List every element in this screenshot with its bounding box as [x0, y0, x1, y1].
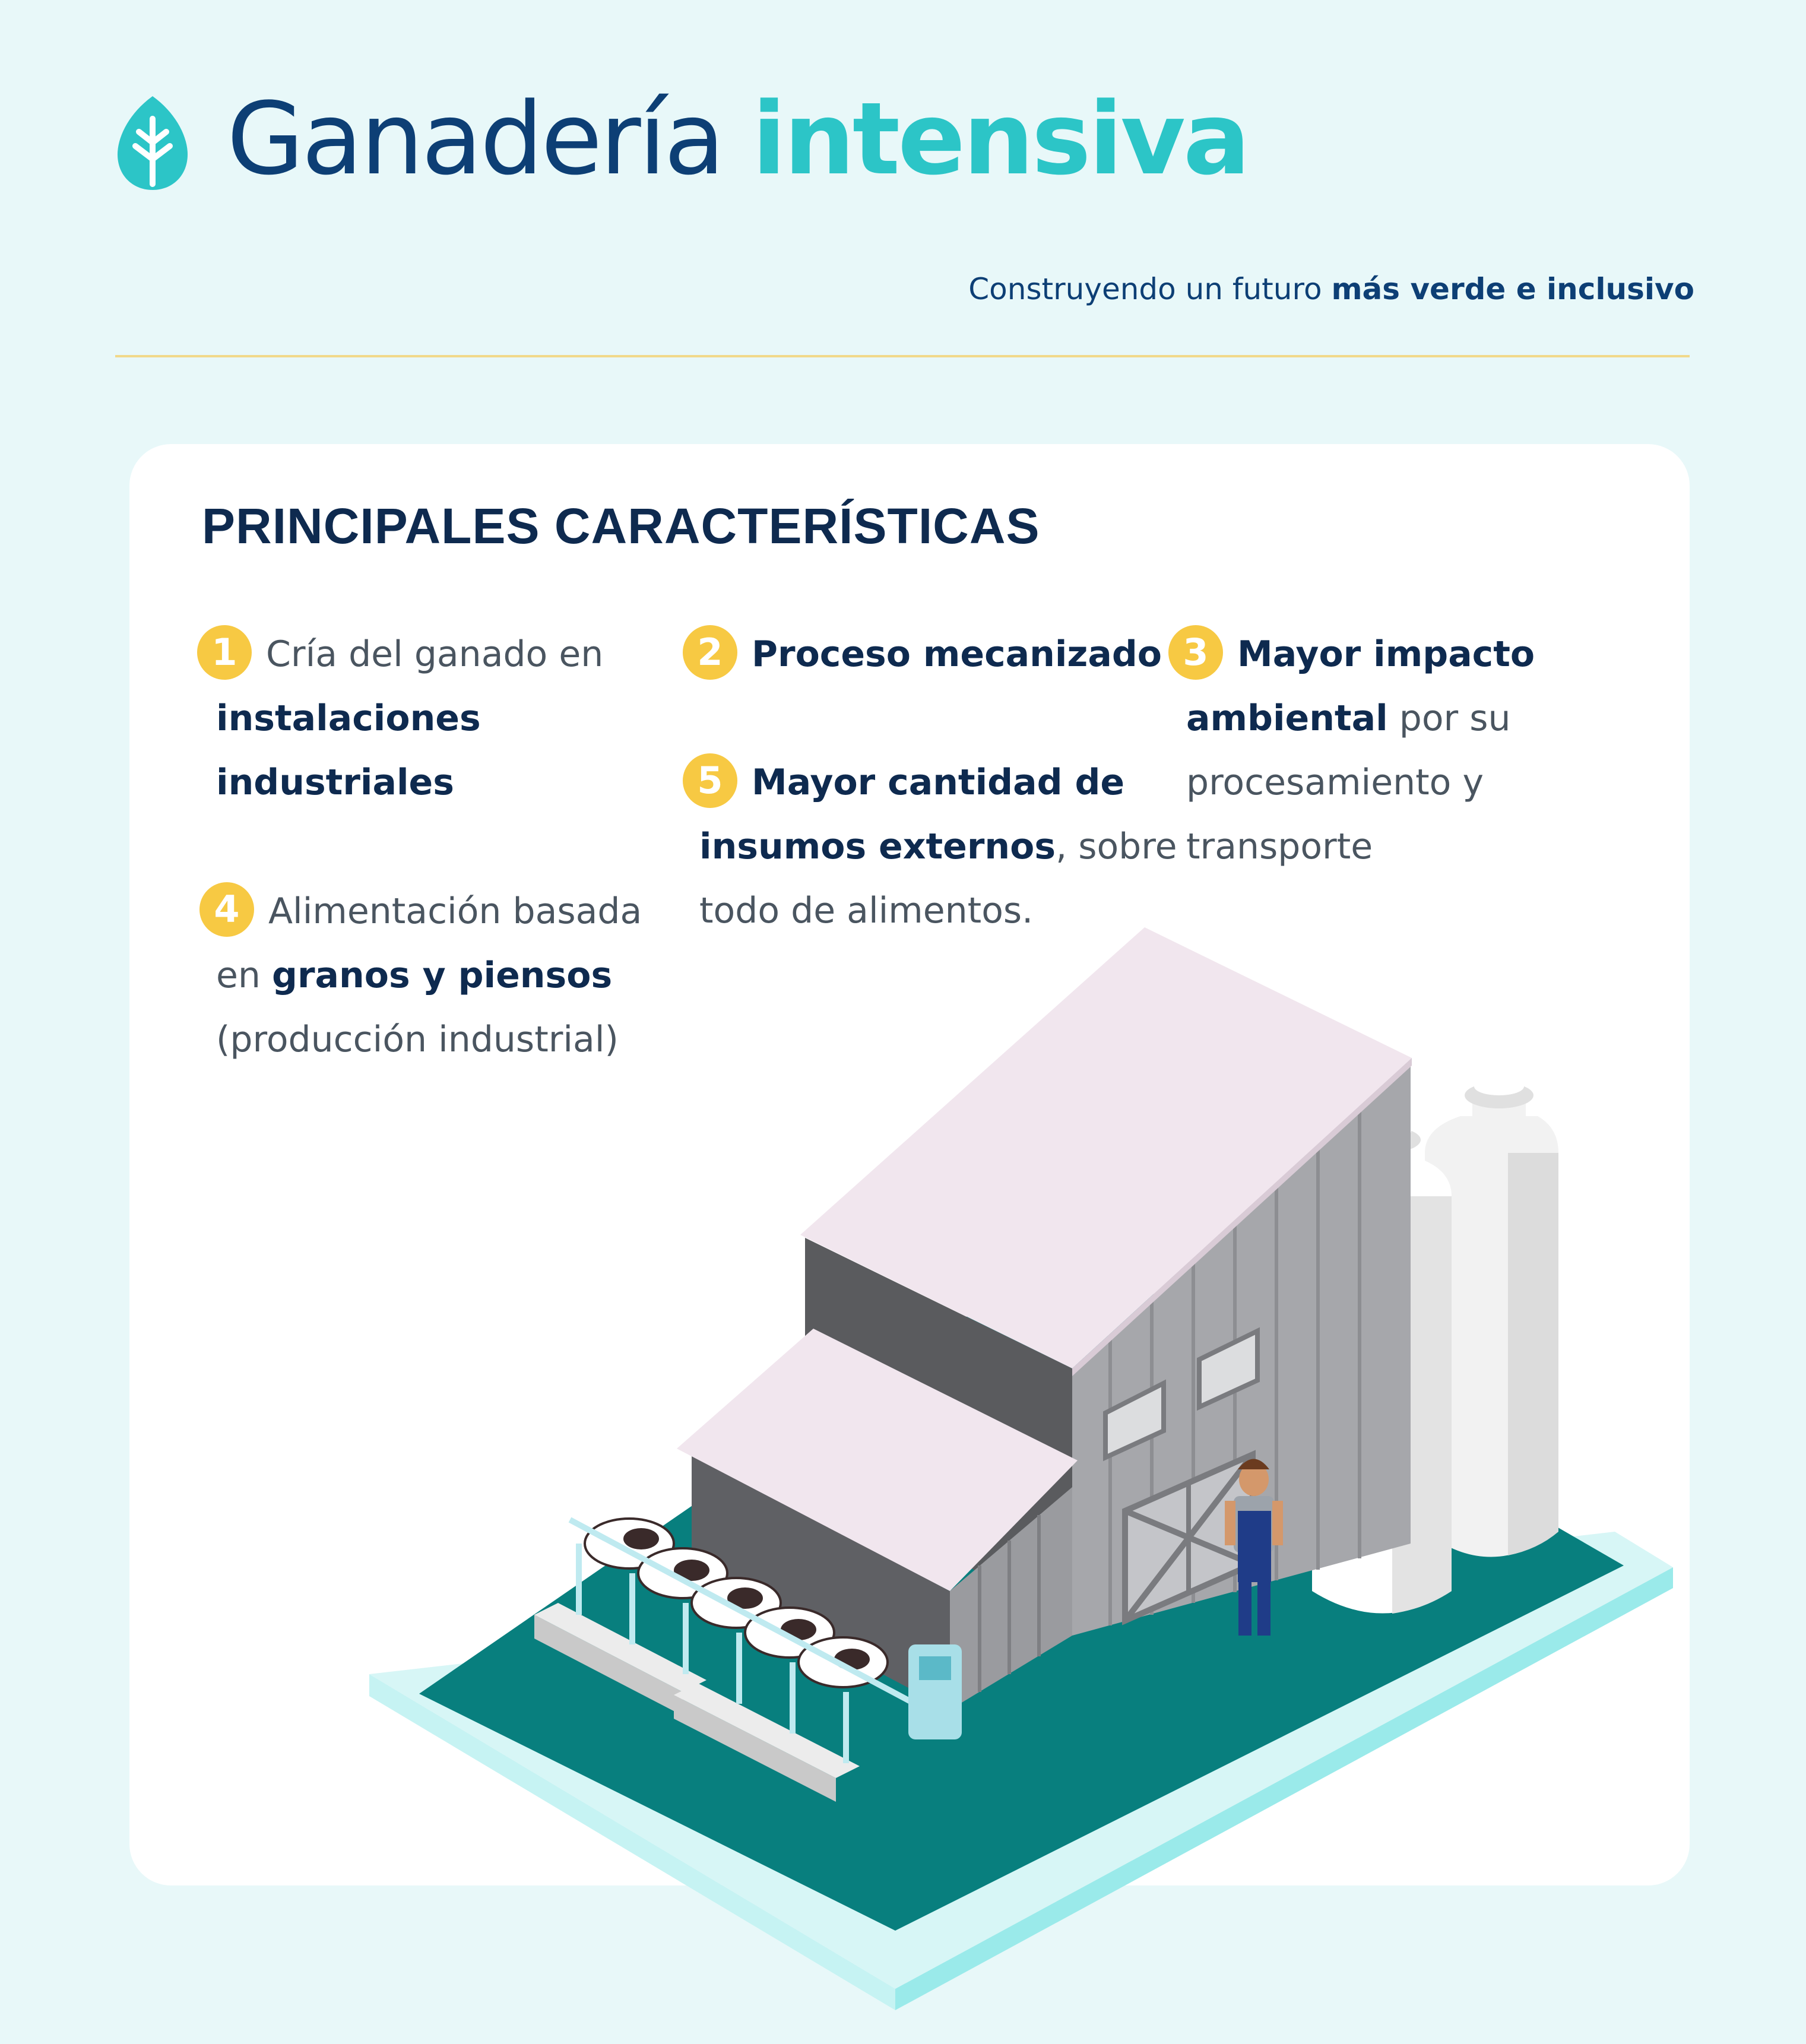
- item1-text: Cría del ganado en: [266, 633, 604, 675]
- tagline-regular: Construyendo un futuro: [968, 272, 1322, 306]
- number-badge-4: 4: [199, 882, 254, 937]
- item3-text-1: por su: [1387, 698, 1511, 739]
- item1-bold-1: instalaciones: [216, 698, 481, 739]
- tagline-bold: más verde e inclusivo: [1331, 272, 1694, 306]
- item4-text-1: Alimentación basada: [268, 891, 642, 932]
- item3-bold-1: Mayor impacto: [1237, 633, 1535, 675]
- item4-bold: granos y piensos: [272, 955, 613, 996]
- item4-text-2: en: [216, 955, 273, 996]
- card-title: PRINCIPALES CARACTERÍSTICAS: [202, 498, 1040, 554]
- item2-bold: Proceso mecanizado: [752, 633, 1162, 675]
- characteristic-1: [197, 622, 603, 815]
- number-badge-2: 2: [683, 625, 737, 680]
- item3-text-2: procesamiento y: [1186, 762, 1484, 803]
- characteristic-4: [199, 879, 642, 1072]
- number-badge-1: 1: [197, 625, 252, 680]
- item5-bold-2: insumos externos: [699, 826, 1056, 867]
- characteristic-3: [1168, 622, 1535, 879]
- number-badge-5: 5: [683, 753, 737, 808]
- number-badge-3: 3: [1168, 625, 1223, 680]
- item5-text-2: todo de alimentos.: [699, 890, 1034, 931]
- title-part-2: intensiva: [752, 81, 1249, 197]
- characteristic-5: [683, 750, 1177, 943]
- item3-text-3: transporte: [1186, 826, 1373, 867]
- item3-bold-2: ambiental: [1186, 698, 1388, 739]
- item1-bold-2: industriales: [216, 762, 454, 803]
- item5-text-1: , sobre: [1056, 826, 1177, 867]
- item4-text-3: (producción industrial): [216, 1019, 619, 1060]
- item5-bold-1: Mayor cantidad de: [752, 762, 1125, 803]
- characteristic-2: [683, 622, 1162, 686]
- title-part-1: Ganadería: [227, 81, 723, 197]
